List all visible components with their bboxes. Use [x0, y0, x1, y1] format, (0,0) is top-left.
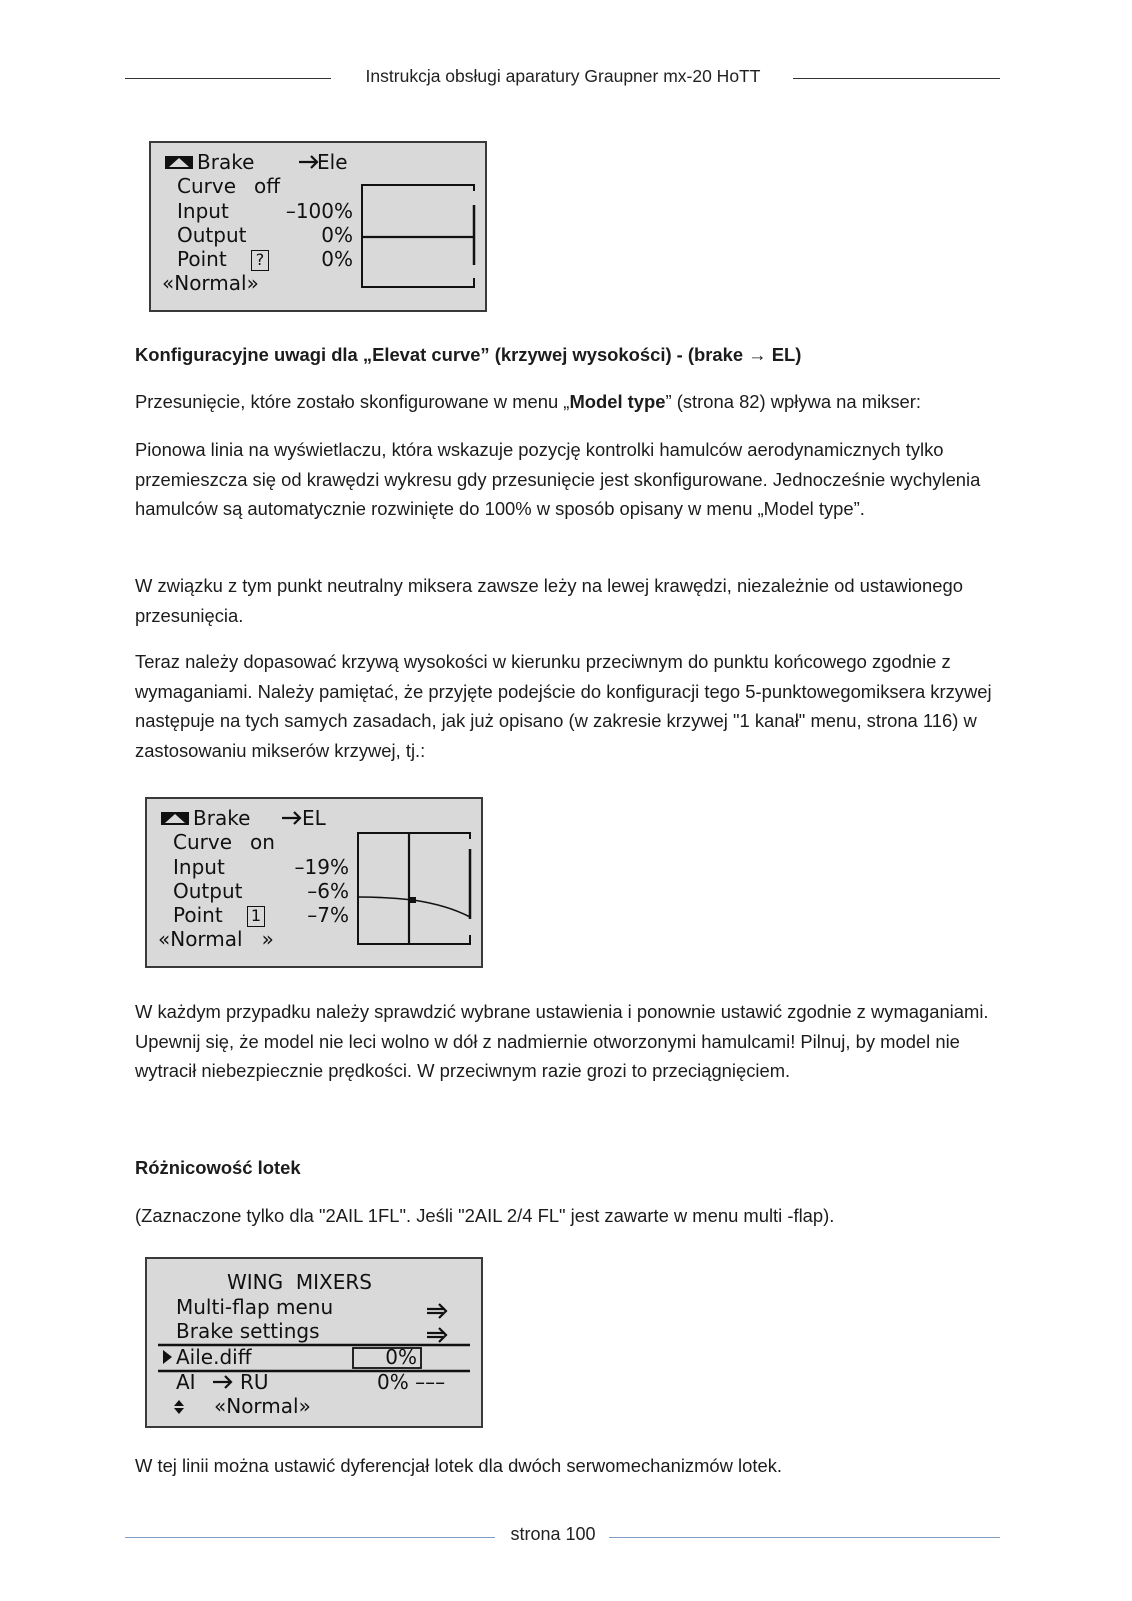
- page-number: strona 100: [510, 1524, 596, 1544]
- lcd3-item-aile-diff: Aile.diff: [176, 1345, 252, 1369]
- lcd3-item-ru-label: RU: [240, 1370, 269, 1394]
- p1-text-bold: Model type: [569, 391, 666, 412]
- lcd2-input-label: Input: [173, 855, 225, 879]
- lcd1-output-value: 0%: [321, 223, 353, 247]
- lcd2-point-label: Point: [173, 903, 223, 927]
- lcd3-mode: «Normal»: [214, 1394, 311, 1418]
- lcd3-item-multi-flap: Multi-flap menu: [176, 1295, 334, 1319]
- paragraph-aileron-differential: W tej linii można ustawić dyferencjał lotek dla dwóch serwomechanizmów lotek.: [135, 1455, 783, 1476]
- arrow-icon: [213, 1376, 231, 1388]
- lcd1-mode: «Normal»: [162, 271, 259, 295]
- page-header: [125, 66, 1000, 94]
- arrow-icon: [299, 156, 317, 168]
- paragraph-check-settings: W każdym przypadku należy sprawdzić wybrane ustawienia i ponownie ustawić zgodnie z wymaganiami. Upewnij się, że model nie leci wolno w dół z nadmiernie otworzonymi hamulcami! Pilnuj, by model nie wytracił niebezpiecznie prędkości. W przeciwnym razie grozi to przeciągnięciem.: [135, 1001, 989, 1081]
- footer-rule-right: [609, 1537, 1000, 1538]
- lcd1-curve-label: Curve: [177, 174, 237, 198]
- lcd3-title: WING MIXERS: [227, 1270, 372, 1294]
- section-heading-elevat-curve: Konfiguracyjne uwagi dla „Elevat curve” (krzywej wysokości) - (brake → EL): [135, 344, 802, 365]
- cursor-triangle-icon: [163, 1350, 172, 1364]
- header-rule-left: [125, 78, 331, 79]
- paragraph-adjust-curve: Teraz należy dopasować krzywą wysokości w kierunku przeciwnym do punktu końcowego zgodnie z wymaganiami. Należy pamiętać, że przyjęte podejście do konfiguracji tego 5-punktowegomiksera krzywej następuje na tych samych zasadach, jak już opisano (w zakresie krzywej "1 kanał" menu, strona 116) w zastosowaniu mikserów krzywej, tj.:: [135, 651, 992, 761]
- lcd2-title-right: EL: [302, 806, 326, 830]
- p1-text-before: Przesunięcie, które zostało skonfigurowane w menu „: [135, 391, 570, 412]
- header-title: Instrukcja obsługi aparatury Graupner mx-20 HoTT: [365, 66, 761, 86]
- lcd3-aile-diff-value: 0%: [385, 1345, 417, 1369]
- lcd1-point-index: ?: [251, 250, 269, 271]
- page-footer: [125, 1524, 1000, 1552]
- lcd1-point-value: 0%: [321, 247, 353, 271]
- lcd3-item-brake-settings: Brake settings: [176, 1319, 320, 1343]
- lcd-screen-wing-mixers: [145, 1257, 483, 1428]
- curve-off-icon: [165, 156, 193, 169]
- lcd1-curve-value: off: [254, 174, 281, 198]
- lcd1-input-label: Input: [177, 199, 229, 223]
- submenu-arrow-icon: [427, 1328, 446, 1342]
- lcd2-output-label: Output: [173, 879, 243, 903]
- lcd2-output-value: –6%: [307, 879, 349, 903]
- lcd1-input-value: –100%: [285, 199, 353, 223]
- curve-graph: [358, 833, 470, 944]
- submenu-arrow-icon: [427, 1304, 446, 1318]
- lcd2-curve-label: Curve: [173, 830, 233, 854]
- lcd2-mode: «Normal »: [158, 927, 274, 951]
- lcd2-input-value: –19%: [294, 855, 349, 879]
- lcd-screen-brake-ele: [149, 141, 487, 312]
- up-down-arrows-icon: [174, 1400, 184, 1414]
- lcd2-point-index: 1: [247, 906, 265, 927]
- lcd3-item-ai-label: AI: [176, 1370, 196, 1394]
- lcd2-curve-value: on: [250, 830, 275, 854]
- paragraph-vertical-line: Pionowa linia na wyświetlaczu, która wskazuje pozycję kontrolki hamulców aerodynamicznych tylko przemieszcza się od krawędzi wykresu gdy przesunięcie jest skonfigurowane. Jednocześnie wychylenia hamulców są automatycznie rozwinięte do 100% w sposób opisany w menu „Model type”.: [135, 439, 981, 519]
- lcd3-ai-ru-value: 0% –––: [377, 1370, 446, 1394]
- lcd1-title-right: Ele: [317, 150, 348, 174]
- lcd1-output-label: Output: [177, 223, 247, 247]
- arrow-icon: [282, 812, 300, 824]
- p1-text-after: ” (strona 82) wpływa na mikser:: [665, 391, 922, 412]
- lcd1-title-left: Brake: [197, 150, 255, 174]
- curve-point-marker: [410, 897, 416, 903]
- header-rule-right: [793, 78, 1000, 79]
- lcd2-point-value: –7%: [307, 903, 349, 927]
- lcd1-point-label: Point: [177, 247, 227, 271]
- lcd-screen-brake-el: [145, 797, 483, 968]
- curve-on-icon: [161, 812, 189, 825]
- paragraph-only-for-2ail: (Zaznaczone tylko dla "2AIL 1FL". Jeśli "2AIL 2/4 FL" jest zawarte w menu multi -flap).: [135, 1205, 835, 1226]
- paragraph-model-type: [135, 387, 1005, 417]
- paragraph-neutral-point: W związku z tym punkt neutralny miksera zawsze leży na lewej krawędzi, niezależnie od ustawionego przesunięcia.: [135, 575, 963, 626]
- lcd2-title-left: Brake: [193, 806, 251, 830]
- footer-rule-left: [125, 1537, 495, 1538]
- section-heading-aileron-differential: Różnicowość lotek: [135, 1157, 301, 1178]
- curve-graph: [362, 185, 474, 287]
